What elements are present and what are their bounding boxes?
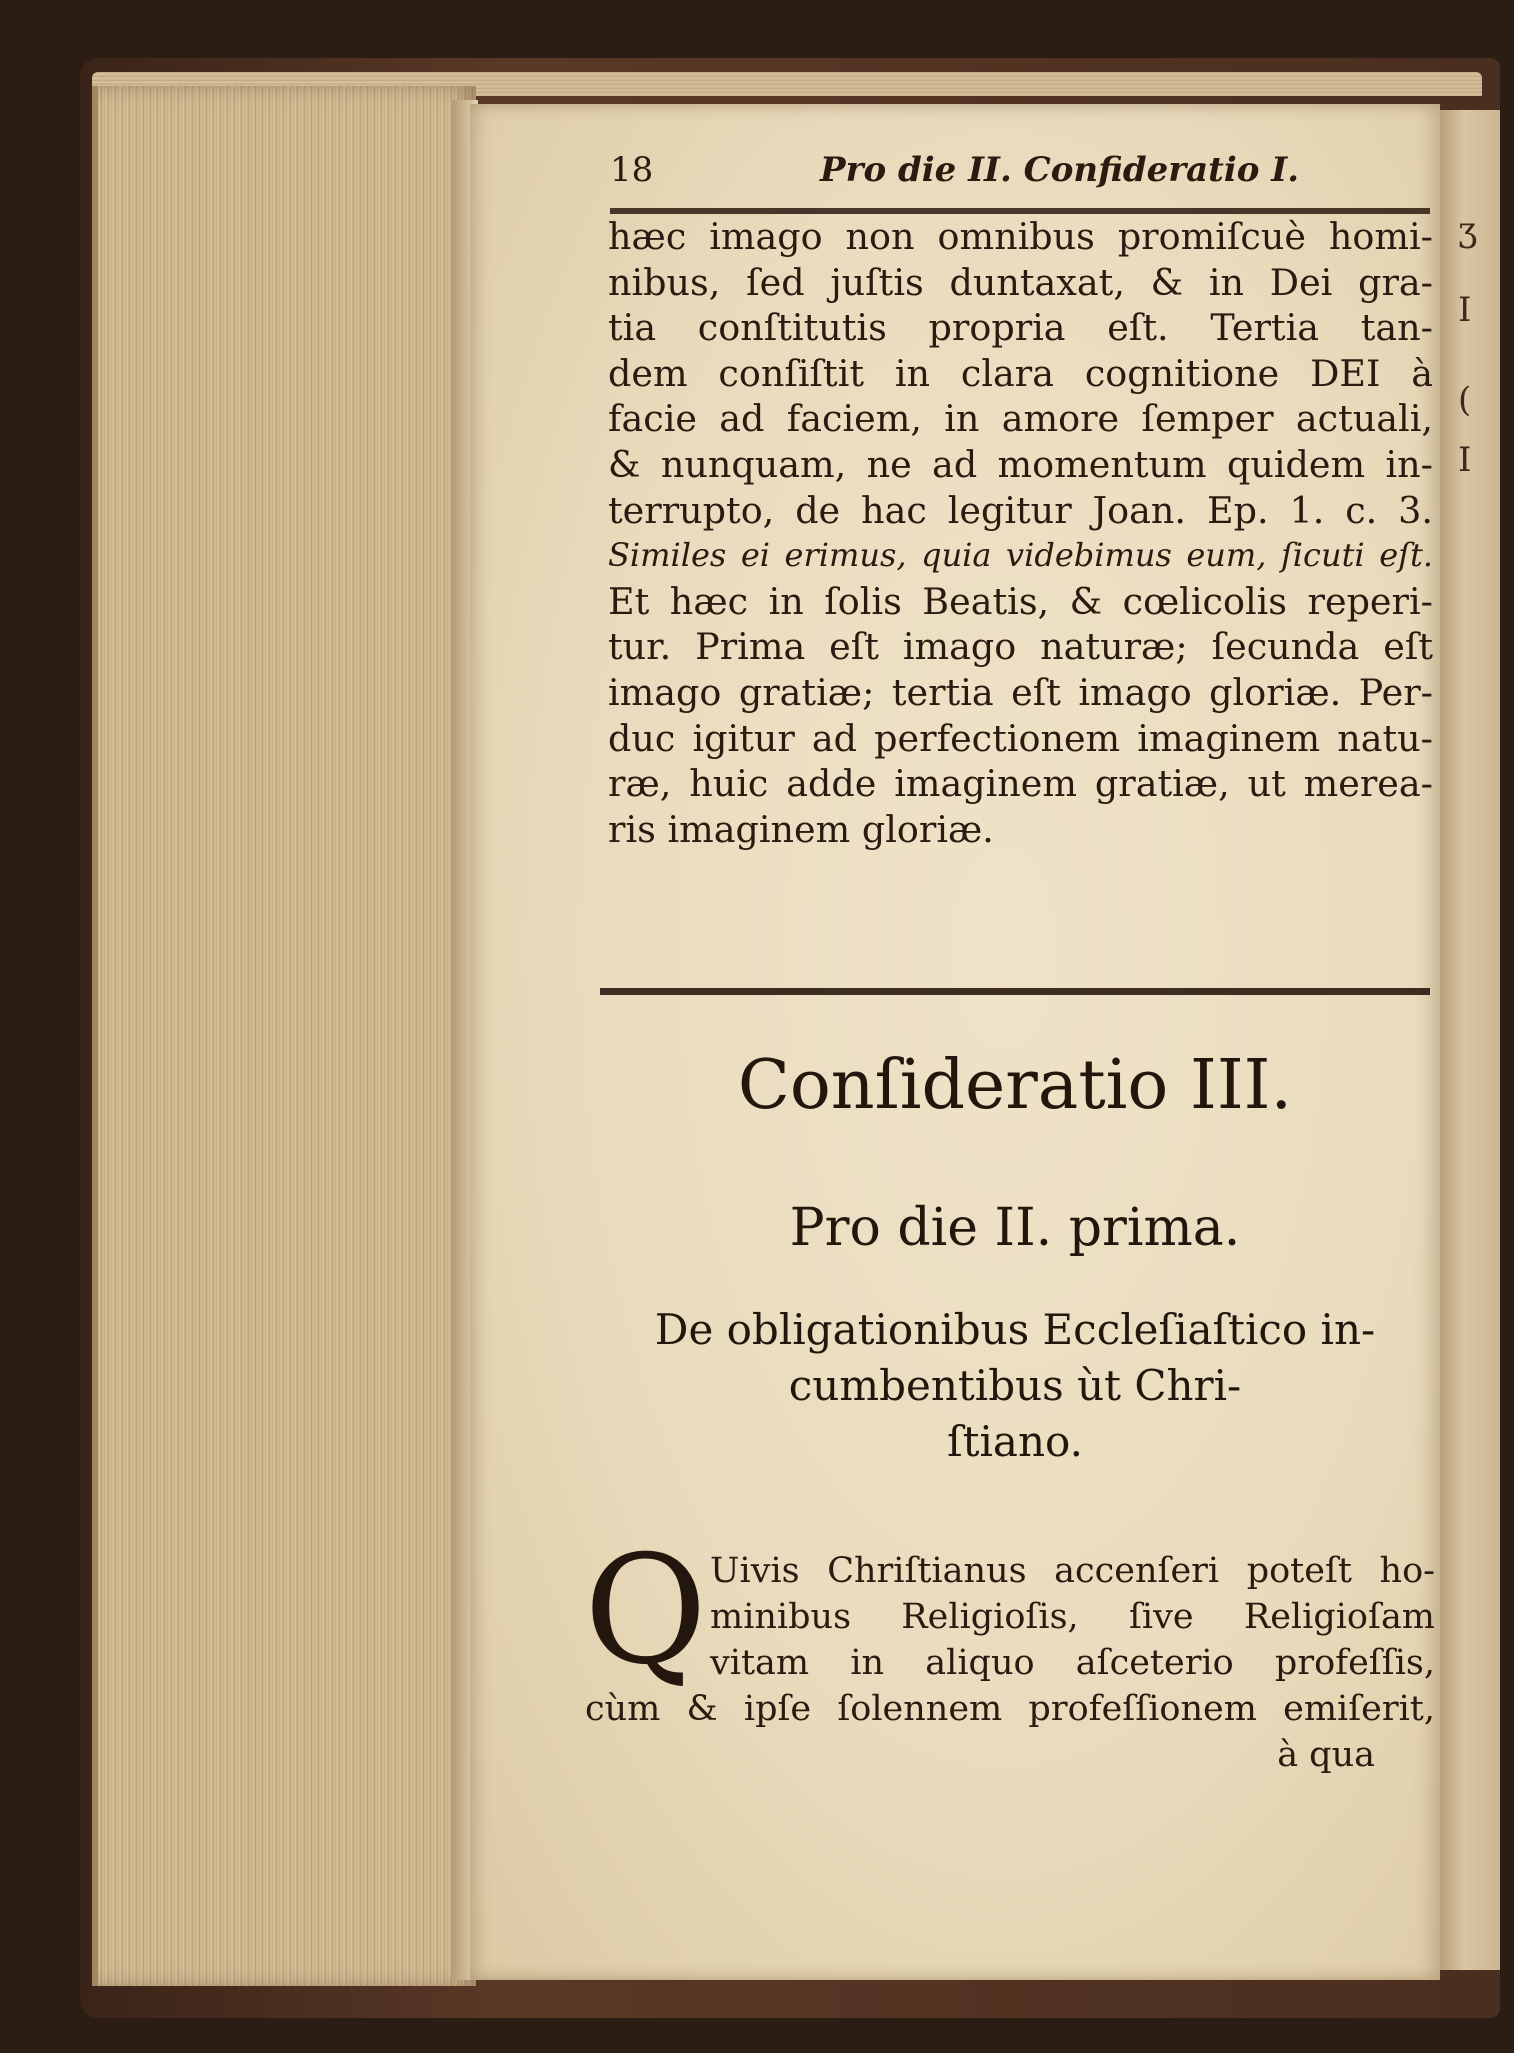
paragraph: [585, 1548, 1435, 1778]
section-subtitle: Pro die II. prima.: [789, 1198, 1241, 1258]
text-line: tia conſtitutis propria eſt. Tertia tan-: [608, 306, 1433, 350]
text-line: imago gratiæ; tertia eſt imago gloriæ. Per-: [608, 670, 1433, 714]
page-number: 18: [610, 150, 654, 190]
facing-page-mark: (: [1458, 380, 1472, 420]
heading-line: De obligationibus Eccleſiaſtico in-: [654, 1305, 1376, 1354]
section-divider: [600, 988, 1430, 995]
heading-line: ſtiano.: [947, 1417, 1083, 1466]
body-text: [608, 214, 1433, 852]
text-line: nibus, ſed juſtis duntaxat, & in Dei gra-: [608, 260, 1433, 304]
text-line: ris imaginem gloriæ.: [608, 807, 994, 851]
drop-cap: Q: [584, 1524, 707, 1698]
scripture-quote-line: Similes ei erimus, quia videbimus eum, ſicuti eſt.: [608, 536, 1433, 575]
text-line: facie ad faciem, in amore ſemper actuali,: [608, 397, 1433, 441]
section-heading: [590, 1302, 1440, 1470]
text-line: ræ, huic adde imaginem gratiæ, ut merea-: [608, 762, 1433, 806]
text-line: dem conſiſtit in clara cognitione DEI à: [608, 351, 1433, 395]
text-line: cùm & ipſe ſolennem profeſſionem emiſerit,: [585, 1689, 1435, 1729]
text-line: & nunquam, ne ad momentum quidem in-: [608, 442, 1433, 486]
running-head: [610, 150, 1440, 200]
facing-page-mark: I: [1458, 440, 1472, 480]
facing-page-mark: ʒ: [1458, 210, 1478, 250]
section-title: Conſideratio III.: [737, 1046, 1293, 1125]
text-line: terrupto, de hac legitur Joan. Ep. 1. c. 3.: [608, 488, 1433, 532]
text-line: hæc imago non omnibus promiſcuè homi-: [608, 215, 1433, 258]
text-line: vitam in aliquo aſceterio profeſſis,: [710, 1643, 1435, 1683]
heading-line: cumbentibus ùt Chri-: [788, 1361, 1242, 1410]
text-line: minibus Religioſis, ſive Religioſam: [710, 1597, 1435, 1637]
catchword: à qua: [1277, 1735, 1375, 1775]
text-line: Uivis Chriſtianus accenſeri poteſt ho-: [710, 1551, 1435, 1591]
facing-page-mark: I: [1458, 290, 1472, 330]
text-line: duc igitur ad perfectionem imaginem natu-: [608, 716, 1433, 760]
text-line: Et hæc in ſolis Beatis, & cœlicolis reperi-: [608, 579, 1433, 623]
page-block-edges: [92, 86, 476, 1986]
running-title: Pro die II. Confideratio I.: [820, 150, 1300, 190]
text-line: tur. Prima eſt imago naturæ; ſecunda eſt: [608, 625, 1433, 669]
